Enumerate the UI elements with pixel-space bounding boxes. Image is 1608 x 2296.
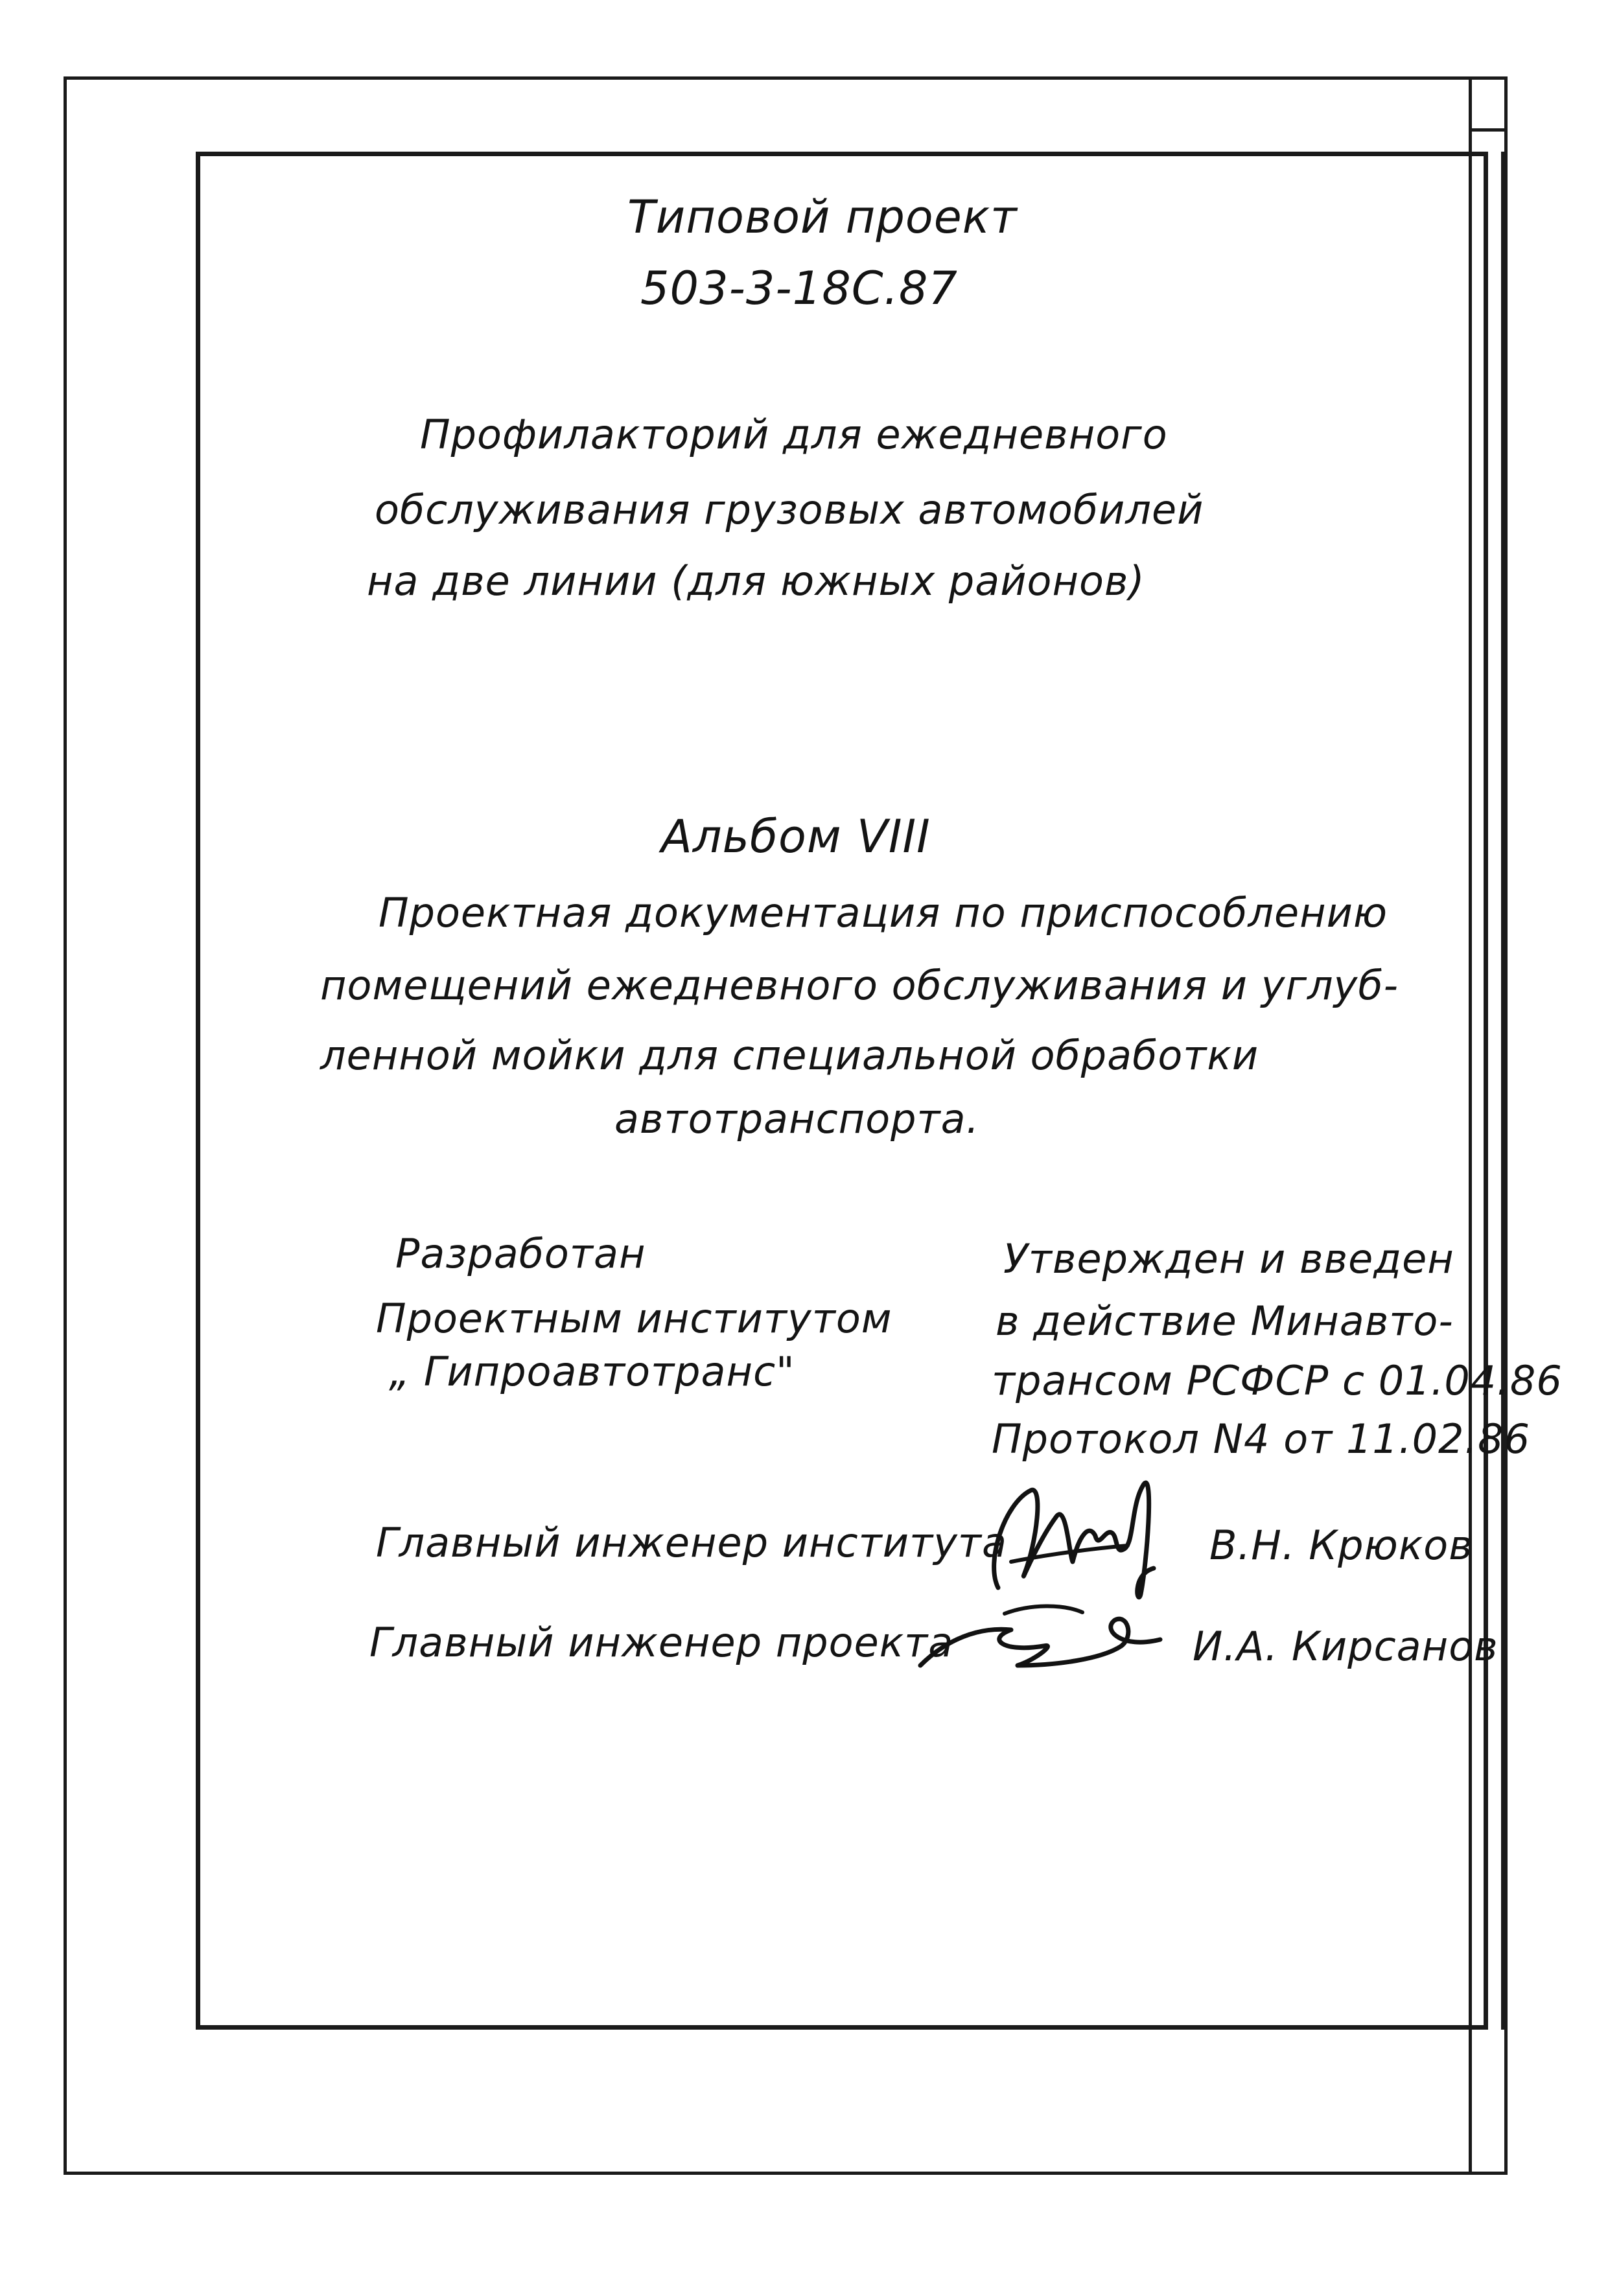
approved-line-4: Протокол N4 от 11.02.86	[992, 1415, 1531, 1463]
approved-line-1: Утвержден и введен	[1003, 1235, 1454, 1282]
chief-engineer-project-name: И.А. Кирсанов	[1193, 1623, 1498, 1670]
developed-institute: Проектным институтом	[376, 1295, 892, 1342]
signature-kirsanov	[907, 1568, 1180, 1685]
chief-engineer-project-role: Главный инженер проекта	[369, 1619, 954, 1666]
album-label: Альбом VIII	[661, 810, 931, 863]
title-line-3: на две линии (для южных районов)	[367, 557, 1145, 605]
inner-frame-right-line	[1501, 152, 1504, 2030]
project-type: Типовой проект	[627, 191, 1018, 244]
approved-line-2: в действие Минавто-	[996, 1297, 1454, 1345]
album-line-4: автотранспорта.	[614, 1095, 980, 1142]
developed-label: Разработан	[395, 1230, 646, 1277]
outer-frame-corner-mark	[1469, 128, 1508, 132]
title-line-1: Профилакторий для ежедневного	[420, 411, 1168, 458]
chief-engineer-institute-role: Главный инженер института	[376, 1519, 1008, 1566]
chief-engineer-institute-name: В.Н. Крюков	[1209, 1522, 1473, 1569]
album-line-3: ленной мойки для специальной обработки	[320, 1032, 1259, 1079]
developed-org-name: „ Гипроавтотранс"	[389, 1348, 795, 1395]
project-code: 503-3-18С.87	[640, 262, 958, 315]
album-line-1: Проектная документация по приспособлению	[379, 889, 1388, 936]
approved-line-3: трансом РСФСР с 01.04.86	[992, 1357, 1563, 1404]
title-line-2: обслуживания грузовых автомобилей	[375, 486, 1204, 533]
album-line-2: помещений ежедневного обслуживания и углуб-	[320, 962, 1399, 1009]
